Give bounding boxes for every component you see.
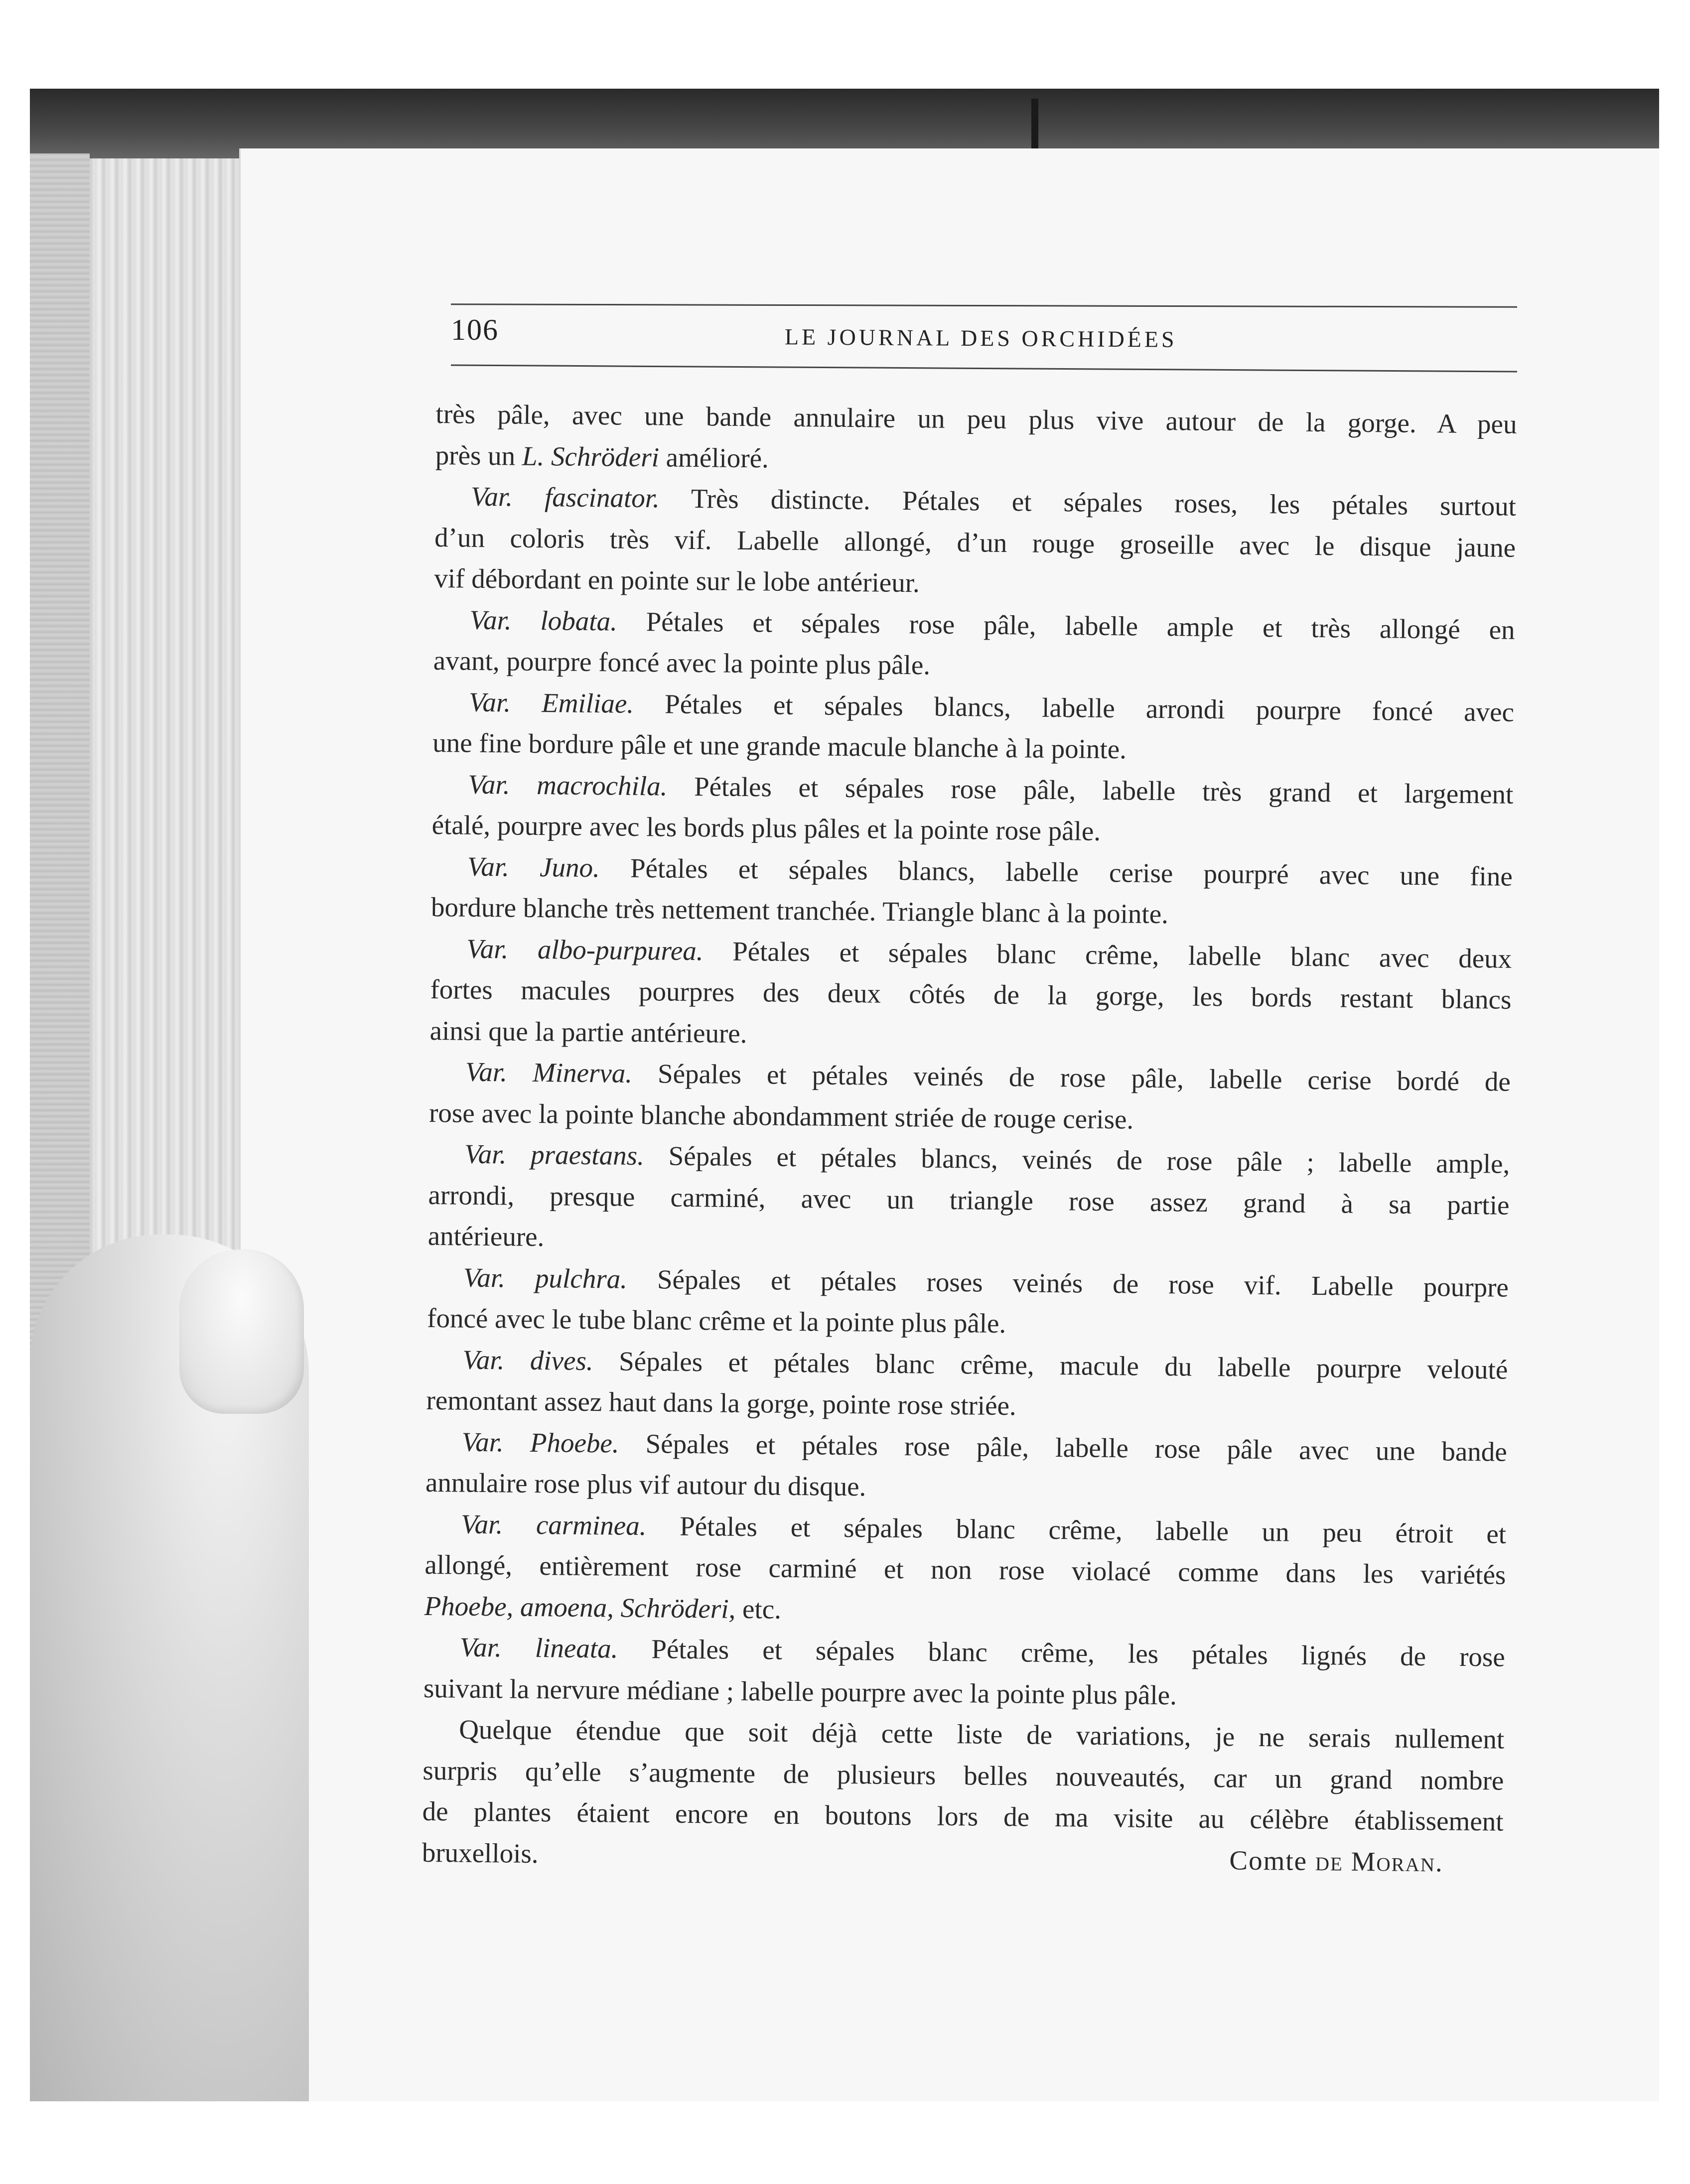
variety-names: Phoebe, amoena, Schröderi, <box>424 1590 736 1624</box>
text-line: Quelque étendue que soit déjà cette liste de variations, je ne serais nullement <box>458 1714 1505 1755</box>
variety-name: Var. fascinator. <box>470 481 660 514</box>
running-title: LE JOURNAL DES ORCHIDÉES <box>784 324 1177 352</box>
page-number: 106 <box>451 313 499 346</box>
variety-name: Var. Emiliae. <box>468 686 634 719</box>
text-span: près un <box>435 439 523 471</box>
article-body <box>422 394 1517 1884</box>
text-line: suivant la nervure médiane ; labelle pourpre avec la pointe plus pâle. <box>423 1672 1177 1710</box>
text-span: . <box>1435 1846 1444 1878</box>
text-span: Pétales et sépales blanc crême, labelle un peu étroit et <box>646 1510 1507 1549</box>
variety-name: Var. pulchra. <box>463 1262 628 1294</box>
variety-name: Var. Juno. <box>467 851 600 883</box>
variety-name: Var. albo-purpurea. <box>466 933 704 966</box>
variety-name: Var. dives. <box>462 1344 593 1376</box>
text-line: annulaire rose plus vif autour du disque. <box>425 1467 866 1502</box>
text-span: Sépales et pétales rose pâle, labelle rose pâle avec une bande <box>619 1428 1508 1467</box>
text-line: arrondi, presque carminé, avec un triangle rose assez grand à sa partie <box>428 1179 1510 1221</box>
variety-name: Var. Minerva. <box>465 1056 633 1089</box>
text-line: foncé avec le tube blanc crême et la pointe plus pâle. <box>426 1302 1006 1339</box>
text-line: de plantes étaient encore en boutons lors de ma visite au célèbre établissement <box>422 1795 1504 1837</box>
text-line: antérieure. <box>427 1220 545 1252</box>
species-name: L. Schröderi <box>522 440 660 472</box>
text-span: Sépales et pétales blanc crême, macule du labelle pourpre velouté <box>593 1345 1508 1385</box>
text-line: une fine bordure pâle et une grande macule blanche à la pointe. <box>432 727 1127 765</box>
text-line: rose avec la pointe blanche abondamment striée de rouge cerise. <box>428 1097 1134 1135</box>
text-line: ainsi que la partie antérieure. <box>429 1015 747 1049</box>
text-line: bordure blanche très nettement tranchée. Triangle blanc à la pointe. <box>430 891 1169 930</box>
variety-name: Var. lobata. <box>469 604 618 637</box>
text-span: Pétales et sépales rose pâle, labelle ample et très allongé en <box>617 606 1515 645</box>
text-line: bruxellois. <box>422 1837 539 1869</box>
text-line: d’un coloris très vif. Labelle allongé, d’un rouge groseille avec le disque jaune <box>434 522 1516 563</box>
text-line: étalé, pourpre avec les bords plus pâles et la pointe rose pâle. <box>431 809 1101 846</box>
text-span: Pétales et sépales blancs, labelle cerise pourpré avec une fine <box>599 852 1513 892</box>
author-name: de Moran <box>1315 1845 1436 1877</box>
text-line: très pâle, avec une bande annulaire un peu plus vive autour de la gorge. A peu <box>435 398 1517 439</box>
text-span: Comte <box>1229 1844 1316 1876</box>
text-span: Sépales et pétales veinés de rose pâle, labelle cerise bordé de <box>632 1058 1511 1097</box>
text-line: avant, pourpre foncé avec la pointe plus pâle. <box>433 645 931 681</box>
text-span: Sépales et pétales roses veinés de rose vif. Labelle pourpre <box>627 1263 1509 1303</box>
text-span: Sépales et pétales blancs, veinés de rose pâle ; labelle ample, <box>644 1140 1510 1179</box>
text-span: Pétales et sépales blancs, labelle arrondi pourpre foncé avec <box>633 688 1515 727</box>
variety-name: Var. lineata. <box>459 1632 618 1664</box>
text-line: remontant assez haut dans la gorge, pointe rose striée. <box>426 1384 1017 1421</box>
text-line: vif débordant en pointe sur le lobe antérieur. <box>434 562 920 598</box>
variety-name: Var. carminea. <box>460 1508 647 1541</box>
text-span: Pétales et sépales blanc crême, les pétales lignés de rose <box>618 1633 1506 1672</box>
text-line: surpris qu’elle s’augmente de plusieurs belles nouveautés, car un grand nombre <box>422 1755 1504 1796</box>
text-span: Pétales et sépales rose pâle, labelle très grand et largement <box>667 770 1514 810</box>
text-span: Pétales et sépales blanc crême, labelle blanc avec deux <box>703 935 1512 974</box>
text-span: Très distincte. Pétales et sépales roses, les pétales surtout <box>659 483 1517 522</box>
variety-name: Var. macrochila. <box>468 769 668 801</box>
text-line: allongé, entièrement rose carminé et non rose violacé comme dans les variétés <box>424 1549 1506 1590</box>
text-span: amélioré. <box>659 441 769 473</box>
thumb-nail <box>179 1249 304 1414</box>
variety-name: Var. Phoebe. <box>461 1426 619 1459</box>
text-line: fortes macules pourpres des deux côtés de la gorge, les bords restant blancs <box>430 973 1512 1015</box>
text-span: etc. <box>735 1593 782 1625</box>
variety-name: Var. praestans. <box>464 1138 645 1171</box>
